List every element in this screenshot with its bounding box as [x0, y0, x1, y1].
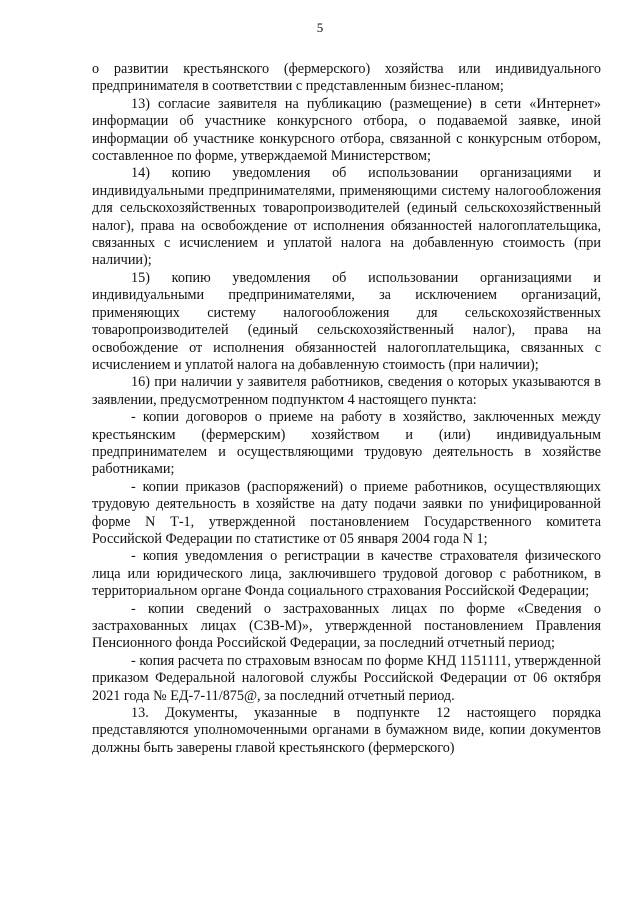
list-item-employment-contracts: - копии договоров о приеме на работу в хозяйство, заключенных между крестьянским (фермерским) хозяйством и (или) индивидуальным предпринимателем и осуществляющими трудовую деятельность в хозяйстве работниками; — [92, 409, 601, 478]
paragraph-section-13: 13. Документы, указанные в подпункте 12 настоящего порядка представляются уполномоченными органами в бумажном виде, копии документов должны быть заверены главой крестьянского (фермерского) — [92, 705, 601, 756]
list-item-szv-m: - копии сведений о застрахованных лицах по форме «Сведения о застрахованных лицах (СЗВ-М)», утвержденной постановлением Правления Пенсионного фонда Российской Федерации, за последний отчетный период; — [92, 600, 601, 652]
list-item-hiring-orders: - копии приказов (распоряжений) о приеме работников, осуществляющих трудовую деятельность в хозяйстве на дату подачи заявки по унифицированной форме N Т-1, утвержденной постановлением Государственного комитета Российской Федерации по статистике от 05 января 2004 года N 1; — [92, 478, 601, 547]
paragraph-item-13: 13) согласие заявителя на публикацию (размещение) в сети «Интернет» информации об участнике конкурсного отбора, о подаваемой заявке, иной информации об участнике конкурсного отбора, связанной с конкурсным отбором, составленное по форме, утверждаемой Министерством; — [92, 95, 601, 165]
list-item-insurer-registration: - копия уведомления о регистрации в качестве страхователя физического лица или юридического лица, заключившего трудовой договор с работником, в территориальном органе Фонда социального страхования Российской Федерации; — [92, 548, 601, 600]
paragraph-item-14: 14) копию уведомления об использовании организациями и индивидуальными предпринимателями, применяющими систему налогообложения для сельскохозяйственных товаропроизводителей (единый сельскохозяйственный налог), права на освобождение от исполнения обязанностей налогоплательщика, связанных с исчислением и уплатой налога на добавленную стоимость (при наличии); — [92, 165, 601, 269]
paragraph-continuation: о развитии крестьянского (фермерского) хозяйства или индивидуального предпринимателя в соответствии с представленным бизнес-планом; — [92, 61, 601, 95]
page-number: 5 — [316, 20, 324, 35]
document-body — [92, 61, 601, 757]
paragraph-item-16: 16) при наличии у заявителя работников, сведения о которых указываются в заявлении, предусмотренном подпунктом 4 настоящего пункта: — [92, 374, 601, 408]
list-item-insurance-calculation: - копия расчета по страховым взносам по форме КНД 1151111, утвержденной приказом Федеральной налоговой службы Российской Федерации от 06 октября 2021 года № ЕД-7-11/875@, за последний отчетный период. — [92, 652, 601, 704]
paragraph-item-15: 15) копию уведомления об использовании организациями и индивидуальными предпринимателями, за исключением организаций, применяющих систему налогообложения для сельскохозяйственных товаропроизводителей (единый сельскохозяйственный налог), права на освобождение от исполнения обязанностей налогоплательщика, связанных с исчислением и уплатой налога на добавленную стоимость (при наличии); — [92, 269, 601, 373]
